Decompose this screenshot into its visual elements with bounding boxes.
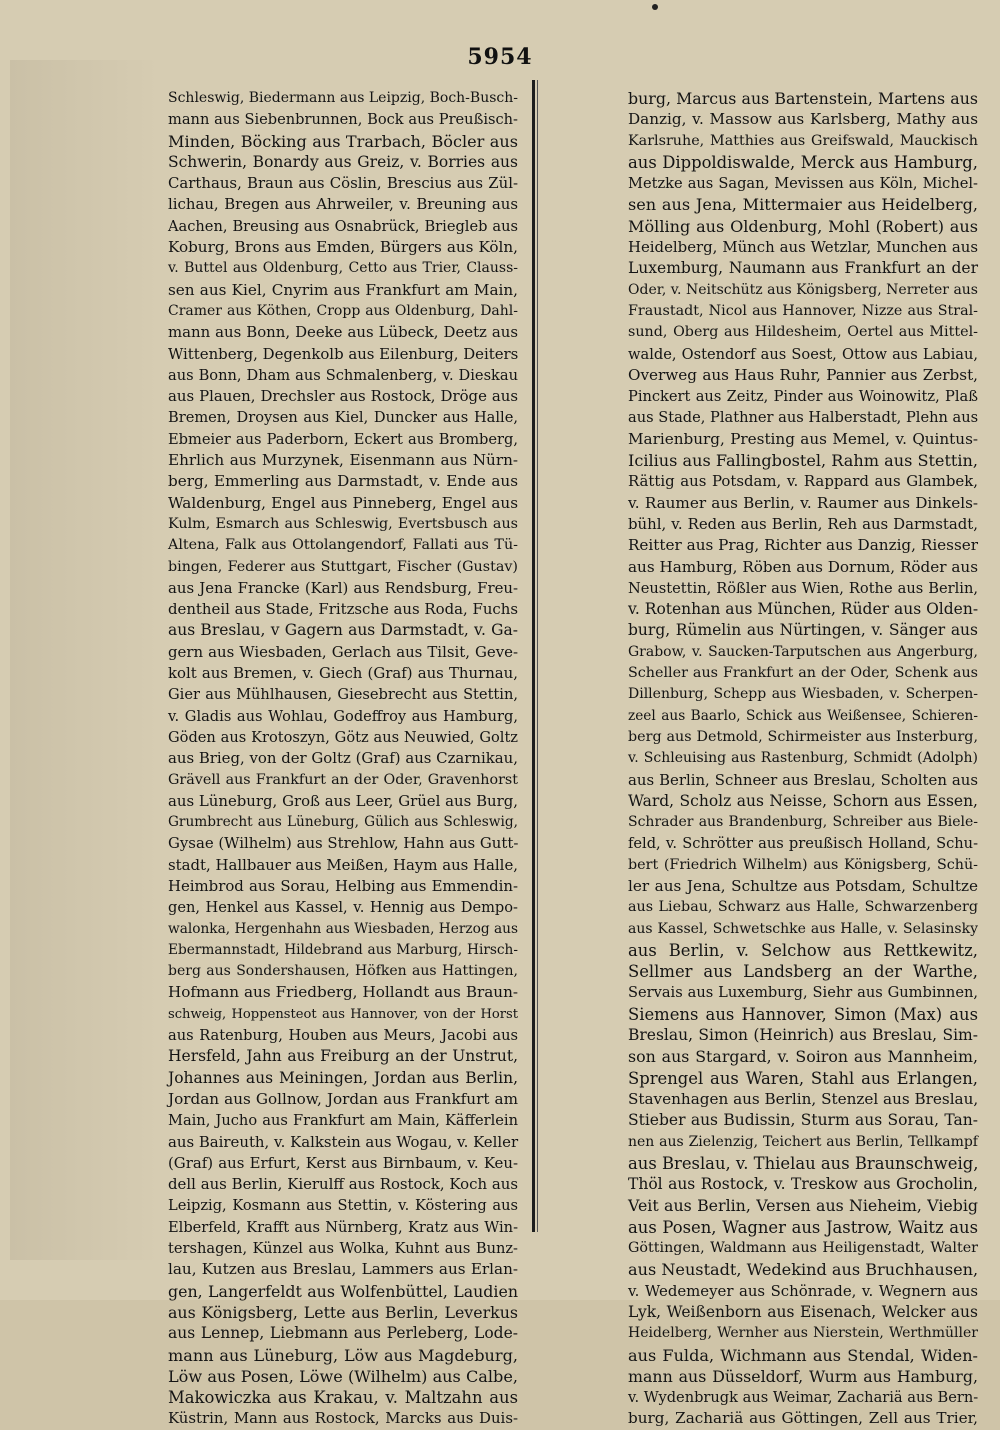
text-line: tershagen, Künzel aus Wolka, Kuhnt aus Bunz- <box>168 1240 518 1258</box>
text-line: Grabow, v. Saucken-Tarputschen aus Angerburg, <box>628 643 978 660</box>
text-line: aus Brieg, von der Goltz (Graf) aus Czarnikau, <box>168 749 518 768</box>
column-divider-thin-rule <box>537 80 538 1232</box>
text-line: Fraustadt, Nicol aus Hannover, Nizze aus Stral- <box>628 302 978 319</box>
bleed-through-shading <box>10 60 160 1260</box>
text-line: sen aus Jena, Mittermaier aus Heidelberg, <box>628 195 978 215</box>
text-line: berg aus Sondershausen, Höfken aus Hattingen, <box>168 963 518 980</box>
text-line: Ebmeier aus Paderborn, Eckert aus Bromberg, <box>168 430 518 448</box>
text-line: v. Wedemeyer aus Schönrade, v. Wegnern aus <box>628 1281 978 1300</box>
text-line: dentheil aus Stade, Fritzsche aus Roda, Fuchs <box>168 600 518 619</box>
text-line: aus Kassel, Schwetschke aus Halle, v. Selasinsky <box>628 920 978 937</box>
text-line: Carthaus, Braun aus Cöslin, Brescius aus Zül- <box>168 174 518 193</box>
right-text-column <box>628 88 978 1430</box>
text-line: schweig, Hoppensteot aus Hannover, von der Horst <box>168 1006 518 1022</box>
text-line: Grävell aus Frankfurt an der Oder, Gravenhorst <box>168 771 518 788</box>
text-line: Koburg, Brons aus Emden, Bürgers aus Köln, <box>168 238 518 257</box>
text-line: walonka, Hergenhahn aus Wiesbaden, Herzog aus <box>168 920 518 937</box>
text-line: burg, Rümelin aus Nürtingen, v. Sänger aus <box>628 621 978 640</box>
text-line: Luxemburg, Naumann aus Frankfurt an der <box>628 259 978 278</box>
text-line: Hofmann aus Friedberg, Hollandt aus Braun- <box>168 983 518 1002</box>
text-line: Ebermannstadt, Hildebrand aus Marburg, Hirsch- <box>168 941 518 958</box>
text-line: Ehrlich aus Murzynek, Eisenmann aus Nürn- <box>168 451 518 470</box>
text-line: Main, Jucho aus Frankfurt am Main, Käfferlein <box>168 1112 518 1130</box>
text-line: aus Jena Francke (Karl) aus Rendsburg, Freu- <box>168 578 518 597</box>
text-line: Icilius aus Fallingbostel, Rahm aus Stettin, <box>628 451 979 471</box>
text-line: nen aus Zielenzig, Teichert aus Berlin, Tellkampf <box>628 1133 978 1150</box>
text-line: Waldenburg, Engel aus Pinneberg, Engel aus <box>168 493 518 512</box>
text-line: Gier aus Mühlhausen, Giesebrecht aus Stettin, <box>168 686 518 704</box>
text-line: lau, Kutzen aus Breslau, Lammers aus Erlan- <box>168 1260 518 1279</box>
text-line: aus Fulda, Wichmann aus Stendal, Widen- <box>628 1345 978 1365</box>
text-line: v. Schleuising aus Rastenburg, Schmidt (Adolph) <box>628 750 978 767</box>
text-line: Gysae (Wilhelm) aus Strehlow, Hahn aus Gutt- <box>168 834 519 853</box>
text-line: dell aus Berlin, Kierulff aus Rostock, Koch aus <box>168 1175 518 1194</box>
text-line: Schwerin, Bonardy aus Greiz, v. Borries aus <box>168 152 518 171</box>
text-line: son aus Stargard, v. Soiron aus Mannheim, <box>628 1047 978 1067</box>
text-line: aus Baireuth, v. Kalkstein aus Wogau, v. Keller <box>168 1132 519 1151</box>
text-line: kolt aus Bremen, v. Giech (Graf) aus Thurnau, <box>168 664 518 683</box>
text-line: Servais aus Luxemburg, Siehr aus Gumbinnen, <box>628 984 978 1002</box>
text-line: aus Bonn, Dham aus Schmalenberg, v. Dieskau <box>168 366 518 384</box>
text-line: zeel aus Baarlo, Schick aus Weißensee, Schieren- <box>628 707 978 724</box>
text-line: Rättig aus Potsdam, v. Rappard aus Glambek, <box>628 472 978 491</box>
text-line: Grumbrecht aus Lüneburg, Gülich aus Schleswig, <box>168 814 518 831</box>
text-line: Pinckert aus Zeitz, Pinder aus Woinowitz, Plaß <box>628 388 978 406</box>
text-line: aus Neustadt, Wedekind aus Bruchhausen, <box>628 1260 979 1280</box>
text-line: aus Plauen, Drechsler aus Rostock, Dröge aus <box>168 387 518 406</box>
text-line: Reitter aus Prag, Richter aus Danzig, Riesser <box>628 536 978 555</box>
text-line: Cramer aus Köthen, Cropp aus Oldenburg, Dahl- <box>168 302 518 319</box>
text-line: Danzig, v. Massow aus Karlsberg, Mathy aus <box>628 110 978 129</box>
text-line: aus Berlin, v. Selchow aus Rettkewitz, <box>628 940 978 960</box>
text-line: feld, v. Schrötter aus preußisch Holland, Schu- <box>628 835 978 853</box>
text-line: Minden, Böcking aus Trarbach, Böcler aus <box>168 131 518 151</box>
text-line: burg, Zachariä aus Göttingen, Zell aus Trier, <box>628 1409 978 1428</box>
text-line: Sprengel aus Waren, Stahl aus Erlangen, <box>628 1068 978 1088</box>
text-line: Johannes aus Meiningen, Jordan aus Berlin, <box>168 1068 518 1087</box>
text-line: aus Ratenburg, Houben aus Meurs, Jacobi aus <box>168 1027 518 1045</box>
text-line: (Graf) aus Erfurt, Kerst aus Birnbaum, v. Keu- <box>168 1153 518 1172</box>
text-line: Hersfeld, Jahn aus Freiburg an der Unstrut, <box>168 1047 518 1066</box>
text-line: Kulm, Esmarch aus Schleswig, Evertsbusch aus <box>168 515 518 532</box>
text-line: gern aus Wiesbaden, Gerlach aus Tilsit, Geve- <box>168 642 518 661</box>
column-divider-rule <box>532 80 535 1232</box>
text-line: Sellmer aus Landsberg an der Warthe, <box>628 962 978 982</box>
text-line: gen, Henkel aus Kassel, v. Hennig aus Dempo- <box>168 899 518 917</box>
text-line: Bremen, Droysen aus Kiel, Duncker aus Halle, <box>168 409 518 427</box>
text-line: Siemens aus Hannover, Simon (Max) aus <box>628 1004 978 1024</box>
text-line: v. Raumer aus Berlin, v. Raumer aus Dinkels- <box>628 493 978 512</box>
text-line: Heimbrod aus Sorau, Helbing aus Emmendin- <box>168 876 518 895</box>
text-line: aus Posen, Wagner aus Jastrow, Waitz aus <box>628 1217 978 1237</box>
text-line: Wittenberg, Degenkolb aus Eilenburg, Deiters <box>168 344 519 363</box>
text-line: aus Breslau, v. Thielau aus Braunschweig, <box>628 1153 979 1173</box>
text-line: Lyk, Weißenborn aus Eisenach, Welcker aus <box>628 1302 978 1321</box>
text-line: bingen, Federer aus Stuttgart, Fischer (Gustav) <box>168 558 518 575</box>
text-line: aus Königsberg, Lette aus Berlin, Leverkus <box>168 1302 518 1322</box>
text-line: v. Gladis aus Wohlau, Godeffroy aus Hamburg, <box>168 707 518 725</box>
text-line: Elberfeld, Krafft aus Nürnberg, Kratz aus Win- <box>168 1218 518 1236</box>
text-line: aus Stade, Plathner aus Halberstadt, Plehn aus <box>628 409 979 427</box>
text-line: Heidelberg, Wernher aus Nierstein, Werthmüller <box>628 1325 978 1342</box>
text-line: Makowiczka aus Krakau, v. Maltzahn aus <box>168 1388 518 1408</box>
text-line: walde, Ostendorf aus Soest, Ottow aus Labiau, <box>628 345 978 363</box>
text-line: Jordan aus Gollnow, Jordan aus Frankfurt am <box>168 1089 518 1108</box>
left-text-column <box>168 88 518 1430</box>
text-line: lichau, Bregen aus Ahrweiler, v. Breuning aus <box>168 195 518 214</box>
text-line: Löw aus Posen, Löwe (Wilhelm) aus Calbe, <box>168 1366 518 1386</box>
text-line: v. Rotenhan aus München, Rüder aus Olden- <box>628 600 979 619</box>
text-line: Marienburg, Presting aus Memel, v. Quintus- <box>628 429 978 448</box>
text-line: v. Wydenbrugk aus Weimar, Zachariä aus Bern- <box>628 1389 979 1407</box>
text-line: Schrader aus Brandenburg, Schreiber aus Biele- <box>628 814 978 831</box>
text-line: Stieber aus Budissin, Sturm aus Sorau, Tan- <box>628 1111 978 1130</box>
text-line: Thöl aus Rostock, v. Treskow aus Grocholin, <box>628 1175 978 1194</box>
text-line: Göttingen, Waldmann aus Heiligenstadt, Walter <box>628 1240 978 1257</box>
text-line: Neustettin, Rößler aus Wien, Rothe aus Berlin, <box>628 579 978 597</box>
text-line: Oder, v. Neitschütz aus Königsberg, Nerreter aus <box>628 281 978 298</box>
text-line: v. Buttel aus Oldenburg, Cetto aus Trier, Clauss- <box>168 260 518 277</box>
text-line: Overweg aus Haus Ruhr, Pannier aus Zerbst, <box>628 365 978 384</box>
text-line: Küstrin, Mann aus Rostock, Marcks aus Duis- <box>168 1409 518 1428</box>
text-line: Heidelberg, Münch aus Wetzlar, Munchen aus <box>628 238 978 257</box>
text-line: Dillenburg, Schepp aus Wiesbaden, v. Scherpen- <box>628 686 978 703</box>
text-line: aus Breslau, v Gagern aus Darmstadt, v. Ga- <box>168 621 518 640</box>
text-line: sen aus Kiel, Cnyrim aus Frankfurt am Main, <box>168 280 518 299</box>
text-line: Karlsruhe, Matthies aus Greifswald, Mauckisch <box>628 132 978 149</box>
page-number: 5954 <box>467 44 533 70</box>
text-line: aus Lennep, Liebmann aus Perleberg, Lode- <box>168 1324 518 1343</box>
text-line: aus Hamburg, Röben aus Dornum, Röder aus <box>628 557 978 576</box>
text-line: berg aus Detmold, Schirmeister aus Insterburg, <box>628 728 978 745</box>
text-line: Schleswig, Biedermann aus Leipzig, Boch-Busch- <box>168 90 518 106</box>
text-line: Altena, Falk aus Ottolangendorf, Fallati aus Tü- <box>168 537 518 554</box>
text-line: Mölling aus Oldenburg, Mohl (Robert) aus <box>628 216 978 236</box>
text-line: aus Liebau, Schwarz aus Halle, Schwarzenberg <box>628 899 978 916</box>
text-line: gen, Langerfeldt aus Wolfenbüttel, Laudien <box>168 1281 518 1301</box>
text-line: berg, Emmerling aus Darmstadt, v. Ende aus <box>168 472 518 491</box>
text-line: Leipzig, Kosmann aus Stettin, v. Köstering aus <box>168 1197 518 1215</box>
text-line: Aachen, Breusing aus Osnabrück, Briegleb aus <box>168 217 518 235</box>
text-line: mann aus Düsseldorf, Wurm aus Hamburg, <box>628 1366 978 1386</box>
text-line: Scheller aus Frankfurt an der Oder, Schenk aus <box>628 665 978 682</box>
text-line: Ward, Scholz aus Neisse, Schorn aus Essen, <box>628 791 978 810</box>
text-line: burg, Marcus aus Bartenstein, Martens aus <box>628 89 978 108</box>
text-line: aus Berlin, Schneer aus Breslau, Scholten aus <box>628 770 978 789</box>
ink-speck <box>652 4 658 10</box>
text-line: aus Dippoldiswalde, Merck aus Hamburg, <box>628 152 978 172</box>
text-line: mann aus Bonn, Deeke aus Lübeck, Deetz aus <box>168 323 518 342</box>
text-line: aus Lüneburg, Groß aus Leer, Grüel aus Burg, <box>168 791 518 810</box>
text-line: bert (Friedrich Wilhelm) aus Königsberg, Schü- <box>628 856 978 873</box>
text-line: sund, Oberg aus Hildesheim, Oertel aus Mittel- <box>628 324 978 341</box>
text-line: Stavenhagen aus Berlin, Stenzel aus Breslau, <box>628 1089 979 1108</box>
text-line: stadt, Hallbauer aus Meißen, Haym aus Halle, <box>168 855 518 874</box>
text-line: Breslau, Simon (Heinrich) aus Breslau, Sim- <box>628 1026 978 1045</box>
text-line: Veit aus Berlin, Versen aus Nieheim, Viebig <box>628 1196 978 1216</box>
text-line: Metzke aus Sagan, Mevissen aus Köln, Michel- <box>628 175 978 193</box>
text-line: bühl, v. Reden aus Berlin, Reh aus Darmstadt, <box>628 514 978 533</box>
text-line: mann aus Lüneburg, Löw aus Magdeburg, <box>168 1345 518 1365</box>
text-line: mann aus Siebenbrunnen, Bock aus Preußisch- <box>168 111 518 129</box>
text-line: Göden aus Krotoszyn, Götz aus Neuwied, Goltz <box>168 728 518 746</box>
text-line: ler aus Jena, Schultze aus Potsdam, Schultze <box>628 876 978 895</box>
